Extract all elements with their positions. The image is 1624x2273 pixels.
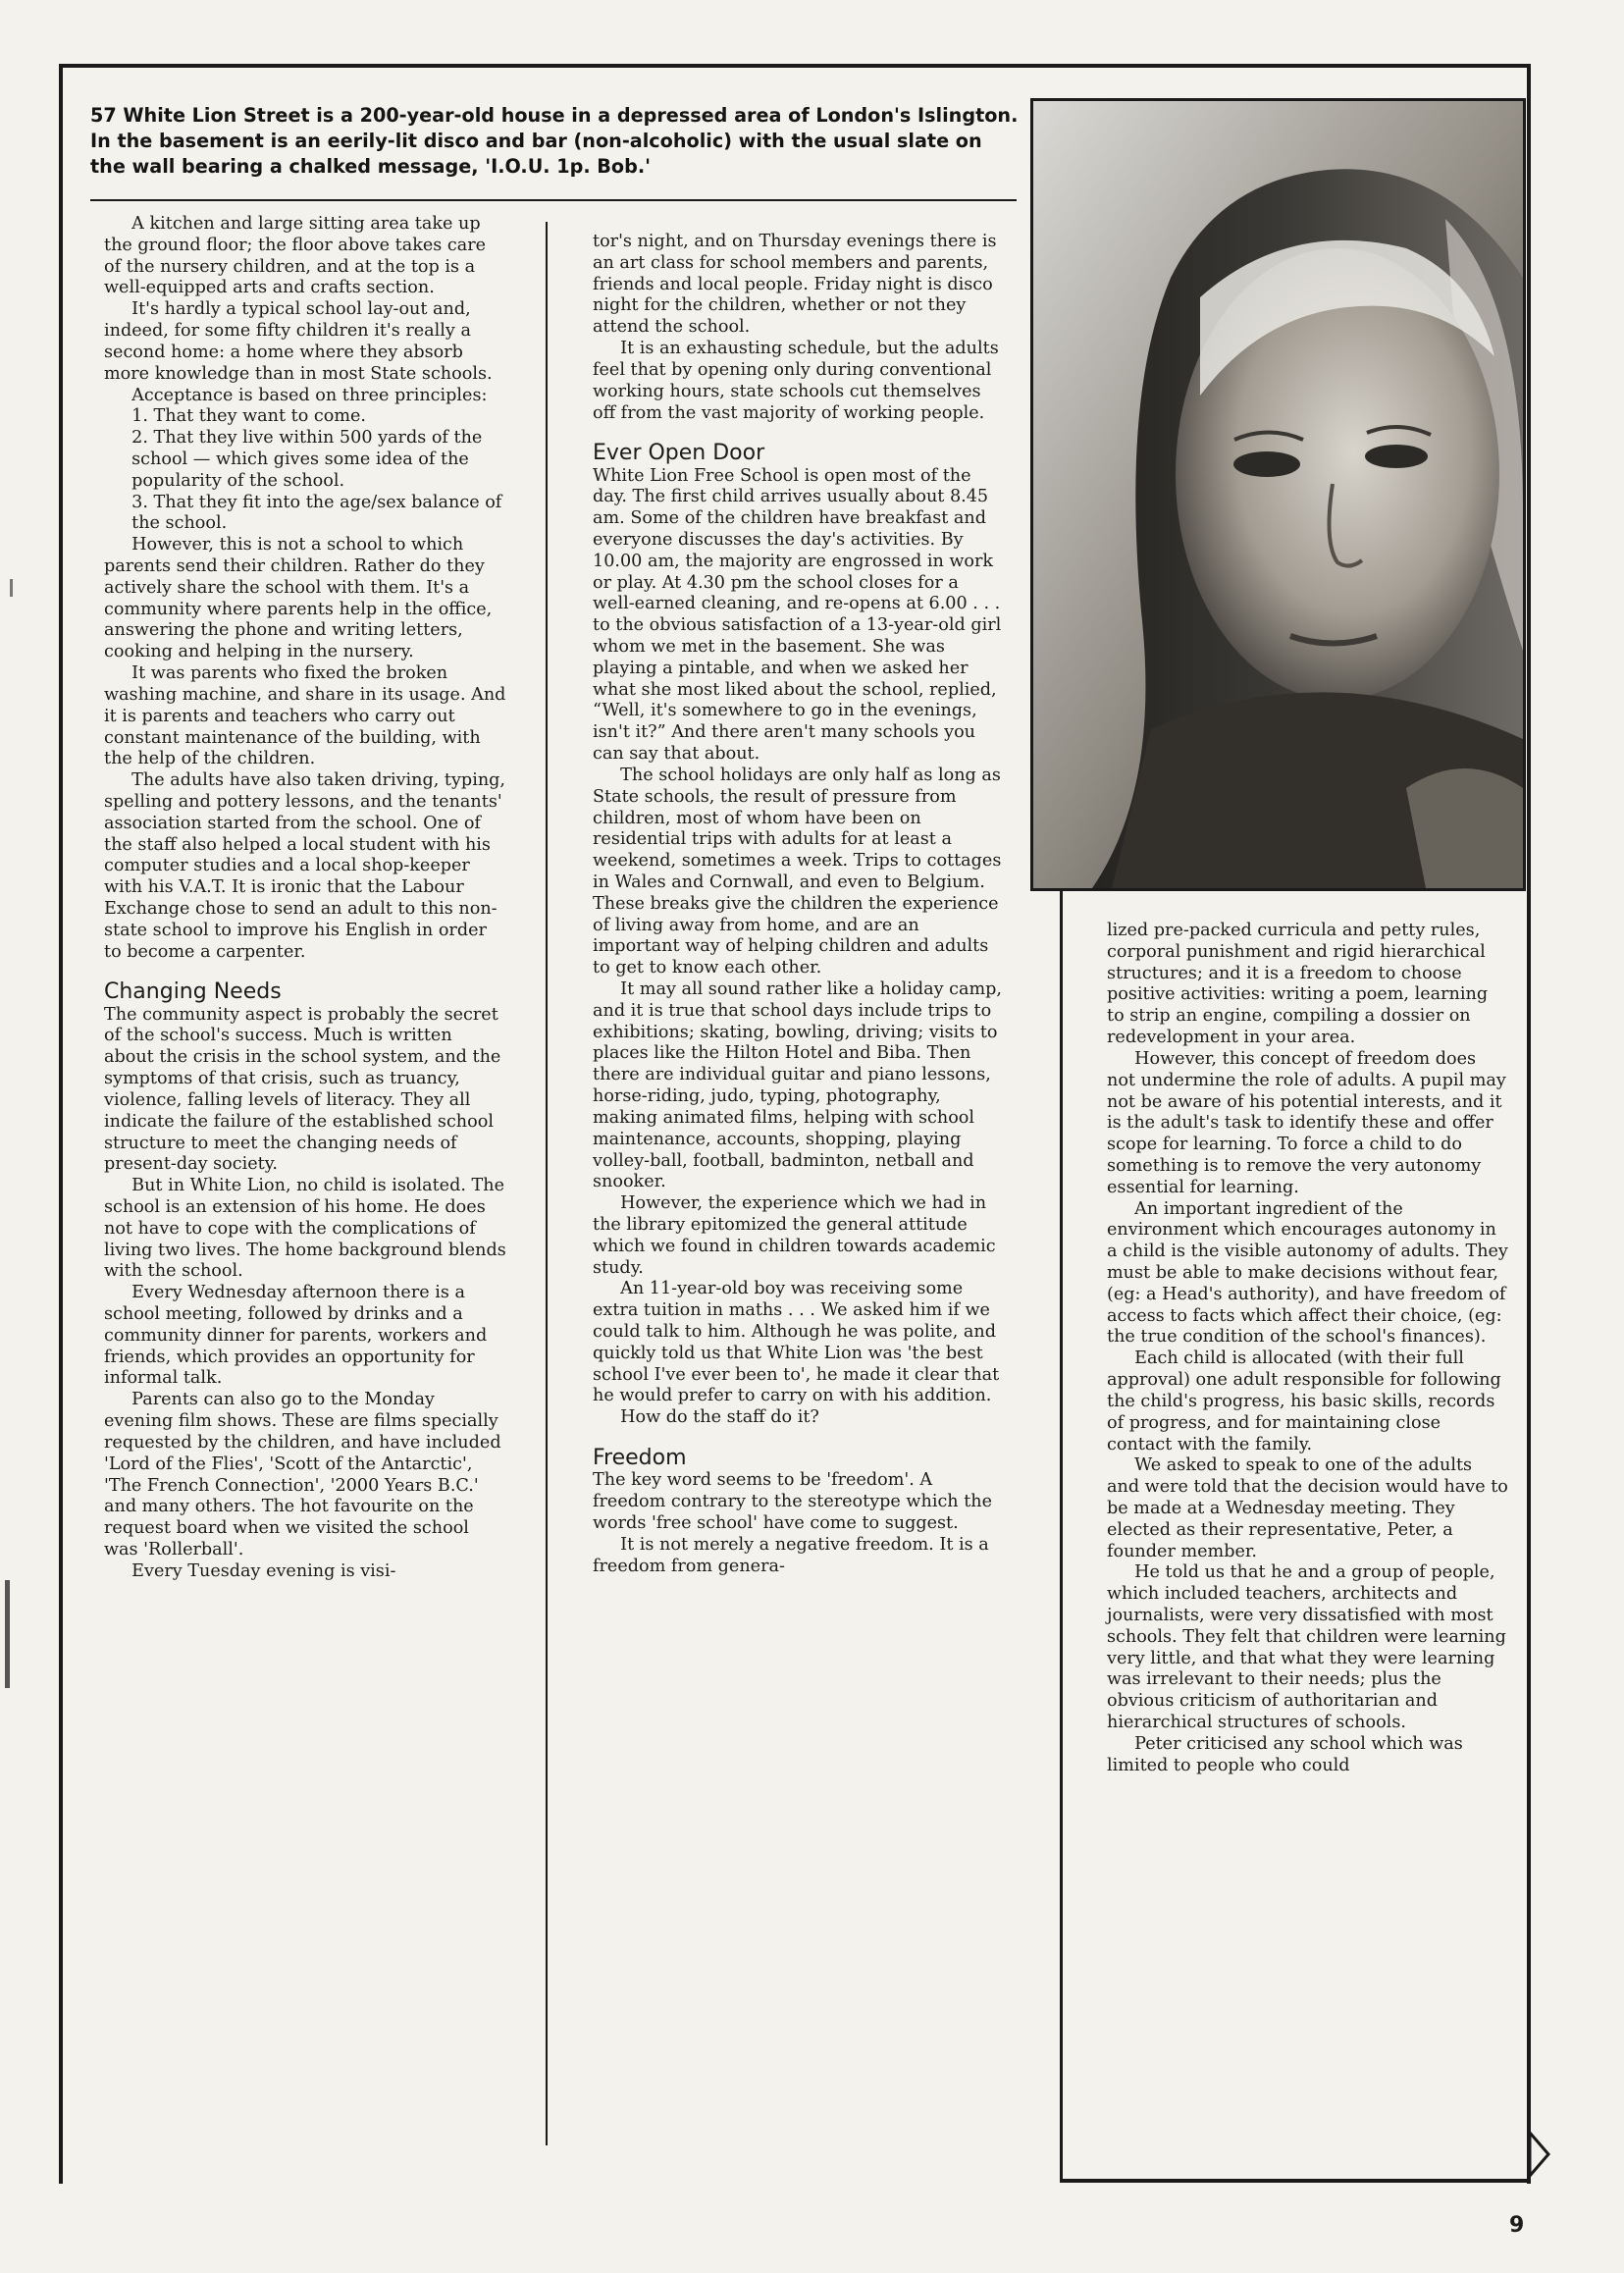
- paragraph: He told us that he and a group of people, which included teachers, architects and journalists, were very dissatisfied with most schools. They felt that children were learning very little, and that what they were learning was irrelevant to their needs; plus the obvious criticism of authoritarian and hierarchical structures of schools.: [1107, 1562, 1506, 1733]
- column-2: [593, 232, 1005, 1577]
- paragraph: We asked to speak to one of the adults and were told that the decision would have to be made at a Wednesday meeting. They elected as their representative, Peter, a founder member.: [1107, 1455, 1508, 1561]
- child-photo: [1030, 98, 1526, 891]
- paragraph: Each child is allocated (with their full approval) one adult responsible for following the child's progress, his basic skills, records of progress, and for maintaining close contact with the family.: [1107, 1348, 1501, 1454]
- paragraph: It is not merely a negative freedom. It is a freedom from genera-: [593, 1534, 989, 1576]
- scan-edge-mark: [5, 1580, 10, 1688]
- child-photo-illustration: [1033, 101, 1523, 888]
- paragraph: It is an exhausting schedule, but the adults feel that by opening only during conventional working hours, state schools cut themselves off from the vast majority of working people.: [593, 339, 999, 423]
- frame-inner-rule: [1060, 888, 1063, 2182]
- paragraph: But in White Lion, no child is isolated. The school is an extension of his home. He does not have to cope with the complications of living two lives. The home background blends with the school.: [104, 1176, 506, 1282]
- paragraph: White Lion Free School is open most of the day. The first child arrives usually about 8.45 am. Some of the children have breakfast and everyone discusses the day's activities. By 10.00 am, the majority are engrossed in work or play. At 4.30 pm the school closes for a well-earned cleaning, and re-opens at 6.00 . . . to the obvious satisfaction of a 13-year-old girl whom we met in the basement. She was playing a pintable, and when we asked her what she most liked about the school, replied, “Well, it's somewhere to go in the evenings, isn't it?” And there aren't many schools you can say that about.: [593, 465, 1002, 765]
- paragraph: However, this is not a school to which parents send their children. Rather do they actively share the school with them. It's a community where parents help in the office, answering the phone and writing letters, cooking and helping in the nursery.: [104, 535, 493, 662]
- principle-item: 1. That they want to come.: [131, 406, 367, 427]
- paragraph: Every Tuesday evening is visi-: [131, 1560, 396, 1581]
- section-heading-ever-open-door: Ever Open Door: [593, 441, 765, 466]
- page-number: 9: [1509, 2213, 1525, 2238]
- frame-bottom-rule: [1060, 2179, 1531, 2183]
- section-heading-freedom: Freedom: [593, 1446, 687, 1471]
- column-1: [104, 214, 506, 1583]
- column-divider: [546, 222, 548, 2145]
- paragraph: lized pre-packed curricula and petty rules, corporal punishment and rigid hierarchical structures; and it is a freedom to choose positive activities: writing a poem, learning to strip an engine, compiling a dossier on redevelopment in your area.: [1107, 921, 1489, 1048]
- paragraph: The community aspect is probably the secret of the school's success. Much is written about the crisis in the school system, and the symptoms of that crisis, such as truancy, violence, falling levels of literacy. They all indicate the failure of the established school structure to meet the changing needs of present-day society.: [104, 1004, 501, 1175]
- paragraph: How do the staff do it?: [620, 1407, 819, 1428]
- paragraph: An important ingredient of the environment which encourages autonomy in a child is the visible autonomy of adults. They must be able to make decisions without fear, (eg: a Head's authority), and have freedom of access to facts which affect their choice, (eg: the true condition of the school's finances).: [1107, 1198, 1508, 1348]
- principle-item: 2. That they live within 500 yards of the school — which gives some idea of the popularity of the school.: [131, 428, 483, 491]
- paragraph: Acceptance is based on three principles:: [131, 385, 488, 405]
- paragraph: Peter criticised any school which was limited to people who could: [1107, 1733, 1463, 1775]
- paragraph: An 11-year-old boy was receiving some extra tuition in maths . . . We asked him if we could talk to him. Although he was polite, and quickly told us that White Lion was 'the best school I've ever been to', he made it clear that he would prefer to carry on with his addition.: [593, 1279, 1000, 1406]
- column-3: [1107, 921, 1509, 1777]
- principle-item: 3. That they fit into the age/sex balance of the school.: [131, 492, 502, 534]
- paragraph: It's hardly a typical school lay-out and, indeed, for some fifty children it's really a second home: a home where they absorb more knowledge than in most State schools.: [104, 299, 493, 384]
- paragraph: The adults have also taken driving, typing, spelling and pottery lessons, and the tenants' association started from the school. One of the staff also helped a local student with his computer studies and a local shop-keeper with his V.A.T. It is ironic that the Labour Exchange chose to send an adult to this non-state school to improve his English in order to become a carpenter.: [104, 770, 506, 962]
- paragraph: However, the experience which we had in the library epitomized the general attitude which we found in children towards academic study.: [593, 1193, 996, 1278]
- paragraph: A kitchen and large sitting area take up the ground floor; the floor above takes care of the nursery children, and at the top is a well-equipped arts and crafts section.: [104, 214, 487, 298]
- paragraph: The key word seems to be 'freedom'. A freedom contrary to the stereotype which the words 'free school' have come to suggest.: [593, 1470, 993, 1533]
- lede-underline: [90, 199, 1017, 201]
- paragraph: However, this concept of freedom does not undermine the role of adults. A pupil may not be aware of his potential interests, and it is the adult's task to identify these and offer scope for learning. To force a child to do something is to remove the very autonomy essential for learning.: [1107, 1048, 1506, 1197]
- section-heading-changing-needs: Changing Needs: [104, 979, 282, 1005]
- paragraph: Every Wednesday afternoon there is a school meeting, followed by drinks and a community dinner for parents, workers and friends, which provides an opportunity for informal talk.: [104, 1283, 488, 1389]
- paragraph: The school holidays are only half as long as State schools, the result of pressure from children, most of whom have been on residential trips with adults for at least a weekend, sometimes a week. Trips to cottages in Wales and Cornwall, and even to Belgium. These breaks give the children the experience of living away from home, and are an important way of helping children and adults to get to know each other.: [593, 765, 1002, 978]
- paragraph: Parents can also go to the Monday evening film shows. These are films specially requested by the children, and have included 'Lord of the Flies', 'Scott of the Antarctic', 'The French Connection', '2000 Years B.C.' and many others. The hot favourite on the request board when we visited the school was 'Rollerball'.: [104, 1390, 501, 1559]
- paragraph: It may all sound rather like a holiday camp, and it is true that school days include trips to exhibitions; skating, bowling, driving; visits to places like the Hilton Hotel and Biba. Then there are individual guitar and piano lessons, horse-riding, judo, typing, photography, making animated films, helping with school maintenance, accounts, shopping, playing volley-ball, football, badminton, netball and snooker.: [593, 979, 1003, 1192]
- scan-edge-mark: [10, 579, 13, 597]
- lede-text: 57 White Lion Street is a 200-year-old house in a depressed area of London's Islington. In the basement is an eerily-lit disco and bar (non-alcoholic) with the usual slate on the wall bearing a chalked message, 'I.O.U. 1p. Bob.': [90, 104, 1019, 178]
- paragraph: It was parents who fixed the broken washing machine, and share in its usage. And it is parents and teachers who carry out constant maintenance of the building, with the help of the children.: [104, 663, 506, 769]
- article-lede: [90, 103, 1022, 180]
- continue-arrow-icon: [1527, 2130, 1552, 2179]
- paragraph: tor's night, and on Thursday evenings there is an art class for school members and parents, friends and local people. Friday night is disco night for the children, whether or not they attend the school.: [593, 232, 997, 338]
